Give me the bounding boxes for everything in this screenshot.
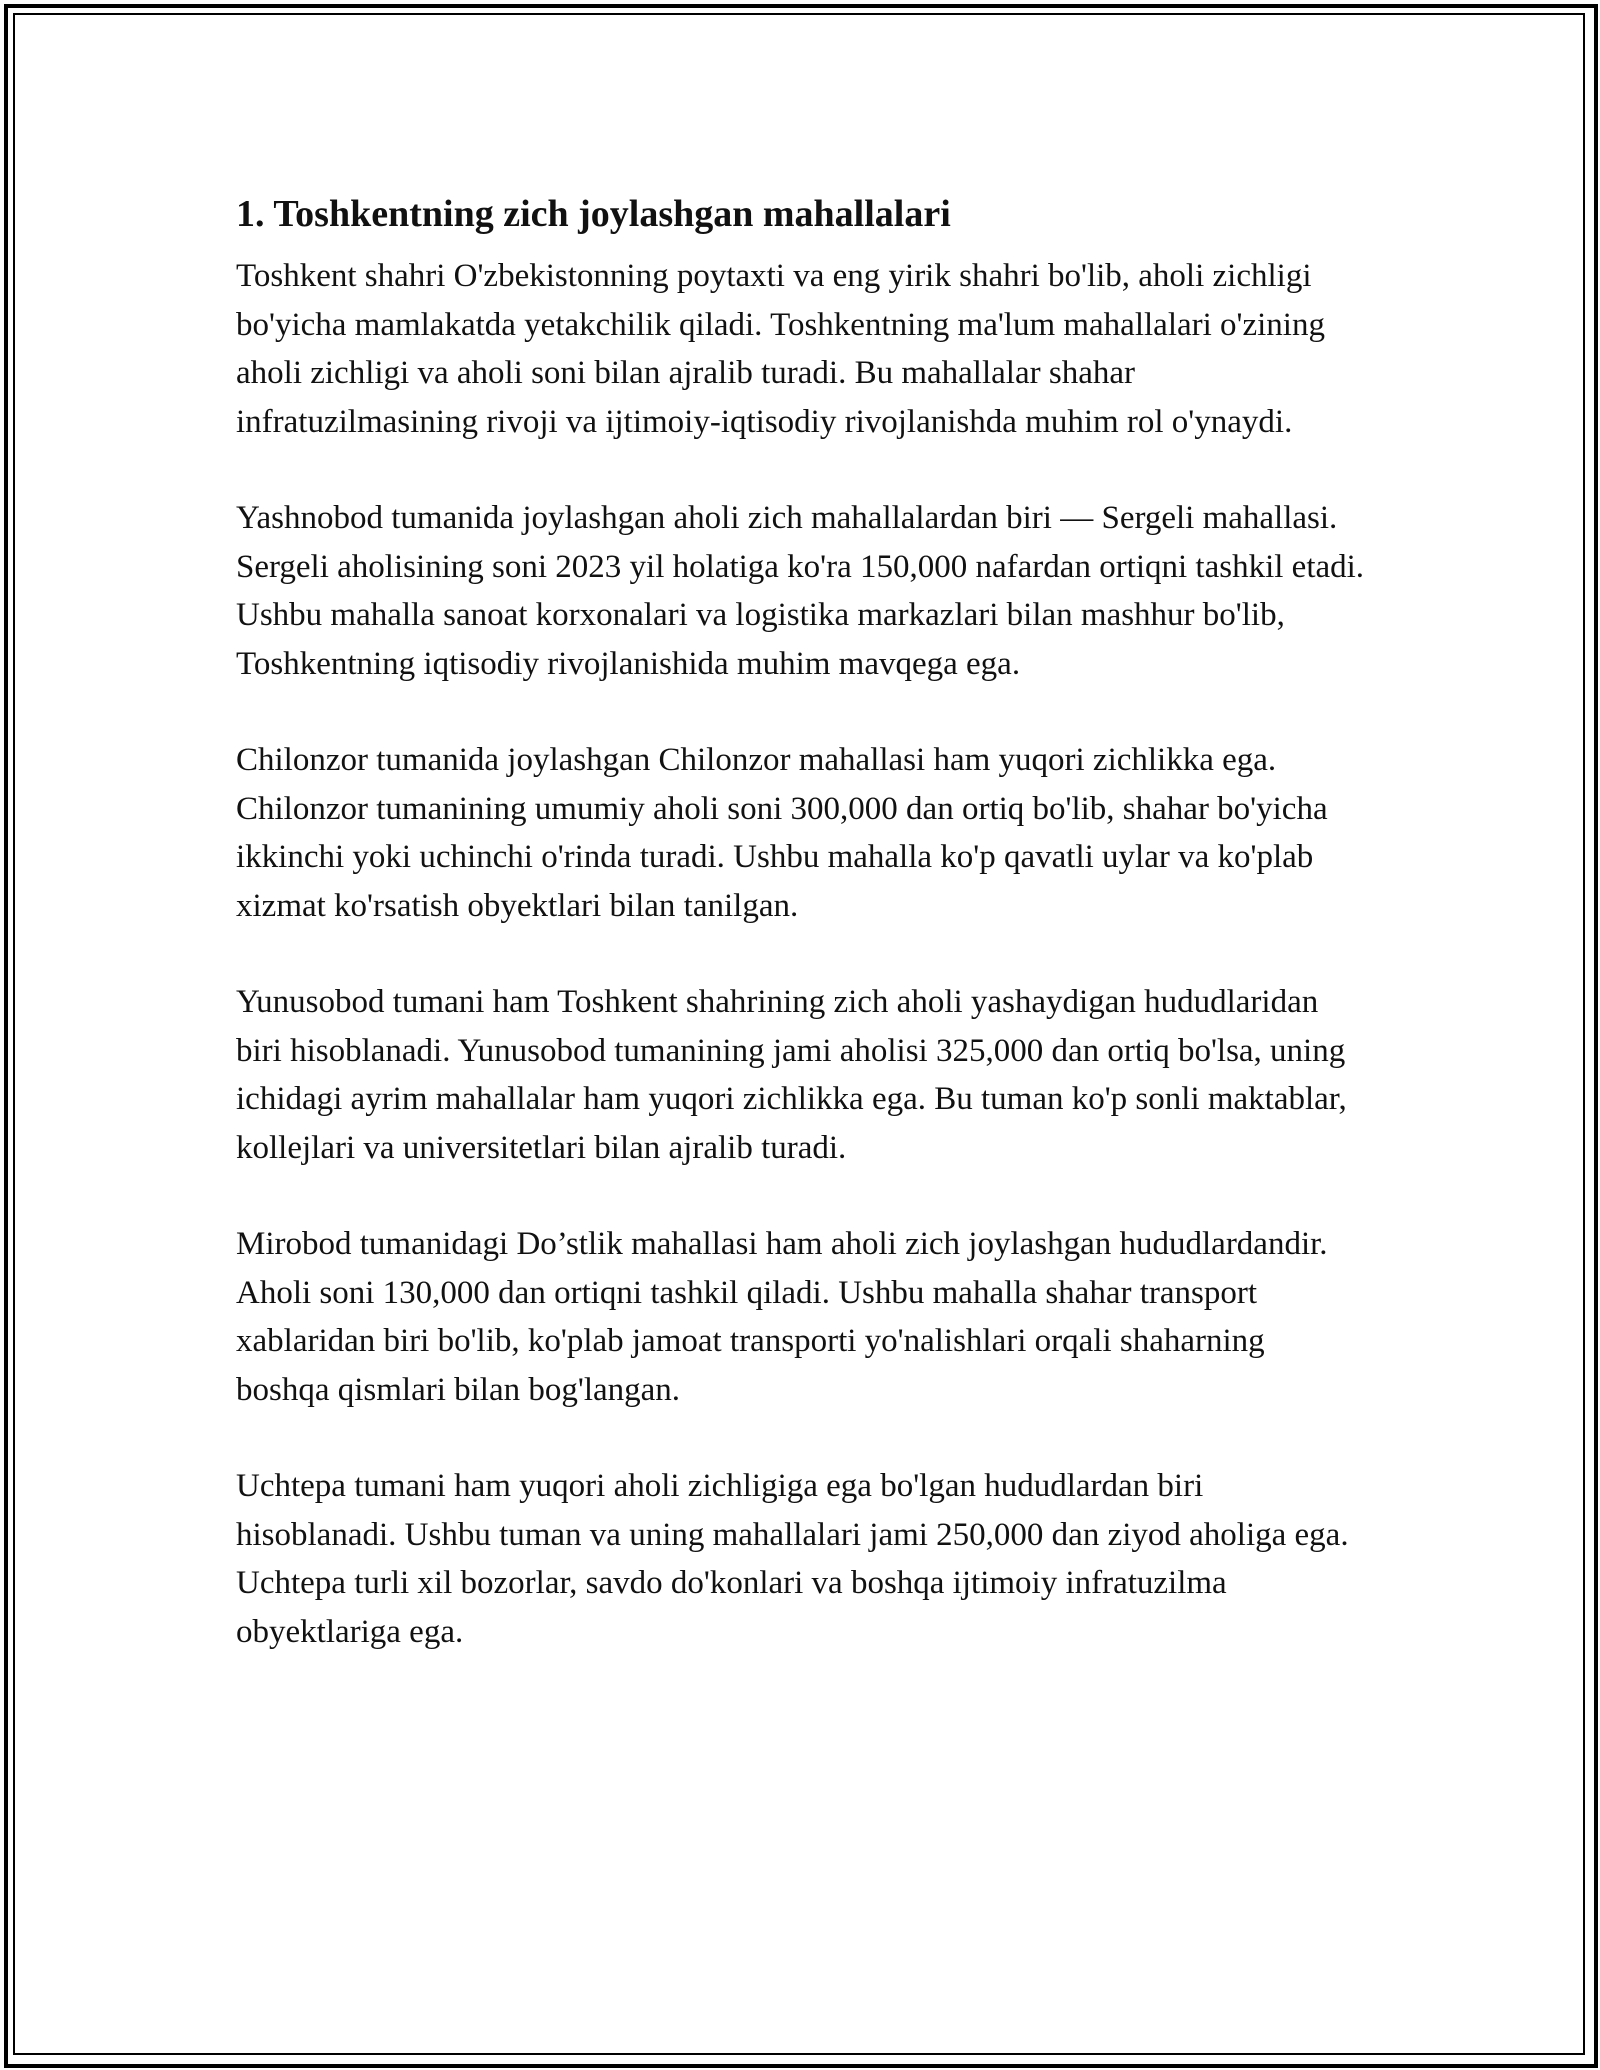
paragraph-chilonzor: Chilonzor tumanida joylashgan Chilonzor mahallasi ham yuqori zichlikka ega. Chilonzor tumanining umumiy aholi soni 300,000 dan ortiq bo'lib, shahar bo'yicha ikkinchi yoki uchinchi o'rinda turadi. Ushbu mahalla ko'p qavatli uylar va ko'plab xizmat ko'rsatish obyektlari bilan tanilgan. — [236, 742, 1328, 924]
paragraph-sergeli: Yashnobod tumanida joylashgan aholi zich mahallalardan biri — Sergeli mahallasi. Sergeli aholisining soni 2023 yil holatiga ko'ra 150,000 nafardan ortiqni tashkil etadi. Ushbu mahalla sanoat korxonalari va logistika markazlari bilan mashhur bo'lib, Toshkentning iqtisodiy rivojlanishida muhim mavqega ega. — [236, 500, 1365, 682]
section-heading: 1. Toshkentning zich joylashgan mahallalari — [236, 193, 951, 235]
paragraph-mirobod: Mirobod tumanidagi Do’stlik mahallasi ham aholi zich joylashgan hududlardandir. Aholi soni 130,000 dan ortiqni tashkil qiladi. Ushbu mahalla shahar transport xablaridan biri bo'lib, ko'plab jamoat transporti yo'nalishlari orqali shaharning boshqa qismlari bilan bog'langan. — [236, 1226, 1328, 1408]
paragraph-intro: Toshkent shahri O'zbekistonning poytaxti va eng yirik shahri bo'lib, aholi zichligi bo'yicha mamlakatda yetakchilik qiladi. Toshkentning ma'lum mahallalari o'zining aholi zichligi va aholi soni bilan ajralib turadi. Bu mahallalar shahar infratuzilmasining rivoji va ijtimoiy-iqtisodiy rivojlanishda muhim rol o'ynaydi. — [236, 258, 1325, 440]
document-body — [236, 186, 1366, 1704]
paragraph-yunusobod: Yunusobod tumani ham Toshkent shahrining zich aholi yashaydigan hududlaridan biri hisoblanadi. Yunusobod tumanining jami aholisi 325,000 dan ortiq bo'lsa, uning ichidagi ayrim mahallalar ham yuqori zichlikka ega. Bu tuman ko'p sonli maktablar, kollejlari va universitetlari bilan ajralib turadi. — [236, 984, 1347, 1166]
paragraph-uchtepa: Uchtepa tumani ham yuqori aholi zichligiga ega bo'lgan hududlardan biri hisoblanadi. Ushbu tuman va uning mahallalari jami 250,000 dan ziyod aholiga ega. Uchtepa turli xil bozorlar, savdo do'konlari va boshqa ijtimoiy infratuzilma obyektlariga ega. — [236, 1468, 1349, 1650]
